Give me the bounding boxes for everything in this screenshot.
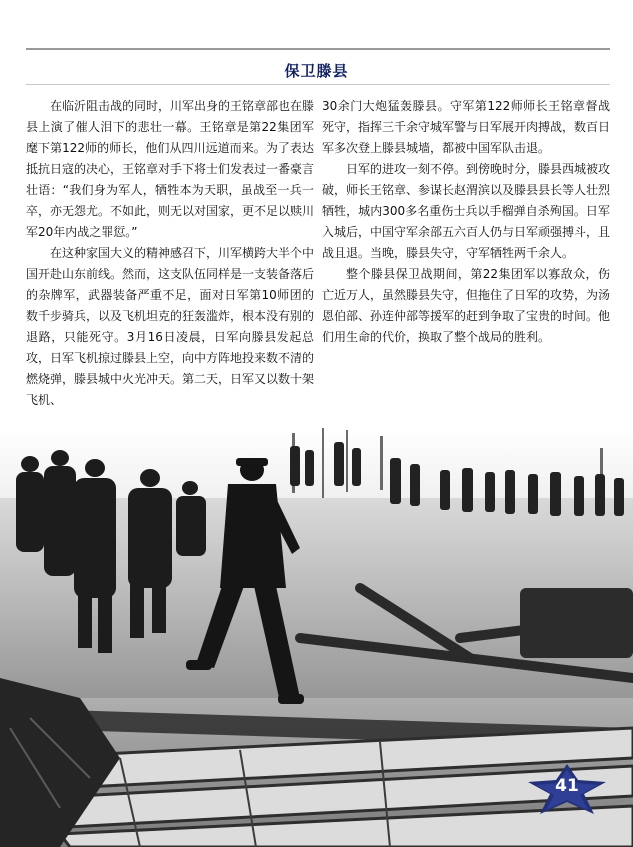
paragraph-continued: 30余门大炮猛轰滕县。守军第122师师长王铭章督战死守，指挥三千余守城军警与日军展开肉搏战，数百日军多次登上滕县城墙，都被中国军队击退。 bbox=[322, 99, 611, 155]
paragraph: 日军的进攻一刻不停。到傍晚时分，滕县西城被攻破，师长王铭章、参谋长赵渭滨以及滕县县长等人壮烈牺牲，城内300多名重伤士兵以手榴弹自杀殉国。日军入城后，中国守军余部五六百人仍与日军顽强搏斗，且战且退。当晚，滕县失守，守军牺牲两千余人。 bbox=[322, 162, 611, 260]
page-title: 保卫滕县 bbox=[284, 62, 349, 80]
title-rule bbox=[26, 84, 610, 85]
paragraph: 在这种家国大义的精神感召下，川军横跨大半个中国开赴山东前线。然而，这支队伍同样是一支装备落后的杂牌军，武器装备严重不足，面对日军第10师团的数千步骑兵，以及飞机坦克的狂轰滥炸，根本没有别的退路，只能死守。3月16日凌晨，日军向滕县发起总攻，日军飞机掠过滕县上空，向中方阵地投来数不清的燃烧弹，滕县城中火光冲天。第二天，日军又以数十架飞机、 bbox=[26, 246, 315, 407]
page-number: 41 bbox=[555, 776, 579, 796]
top-rule bbox=[26, 48, 610, 50]
paragraph: 整个滕县保卫战期间，第22集团军以寡敌众，伤亡近万人，虽然滕县失守，但拖住了日军的攻势，为汤恩伯部、孙连仲部等援军的赶到争取了宝贵的时间。他们用生命的代价，换取了整个战局的胜利。 bbox=[322, 267, 611, 344]
page-badge bbox=[528, 764, 606, 814]
article-column-left bbox=[26, 96, 314, 411]
article-column-right bbox=[322, 96, 610, 348]
paragraph: 在临沂阻击战的同时，川军出身的王铭章部也在滕县上演了催人泪下的悲壮一幕。王铭章是第22集团军麾下第122师的师长，他们从四川远道而来。为了表达抵抗日寇的决心，王铭章对手下将士们发表过一番豪言壮语：“我们身为军人，牺牲本为天职，虽战至一兵一卒，亦无怨尤。不如此，则无以对国家，更不足以赎川军20年内战之罪愆。” bbox=[26, 99, 315, 239]
